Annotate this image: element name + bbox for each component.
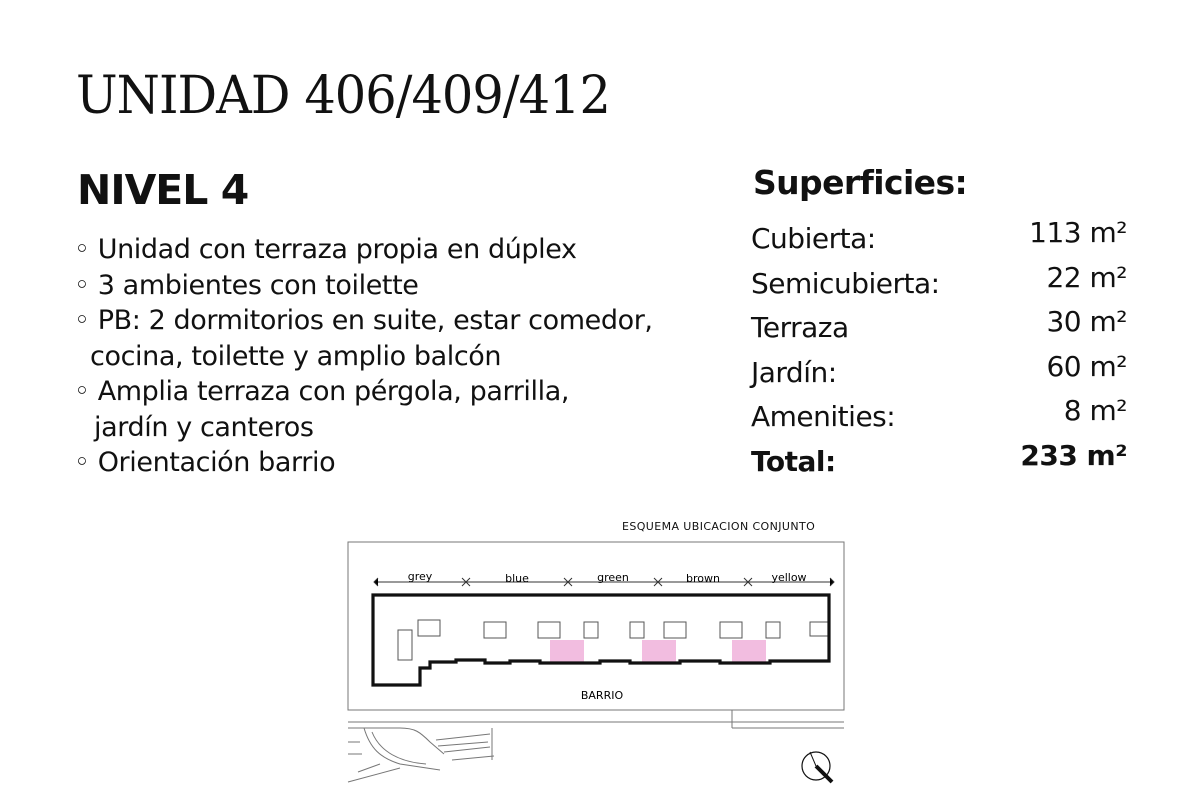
surface-value: 30 m² — [1046, 305, 1127, 338]
surface-label: Jardín: — [751, 355, 837, 389]
surface-value: 8 m² — [1063, 394, 1127, 427]
feature-item-continuation: cocina, toilette y amplio balcón — [90, 340, 502, 372]
feature-item-continuation: jardín y canteros — [94, 411, 314, 443]
surface-label: Semicubierta: — [751, 266, 940, 300]
site-boundary — [348, 542, 844, 710]
features-list — [74, 232, 714, 481]
page-title: UNIDAD 406/409/412 — [76, 66, 611, 126]
surfaces-heading: Superficies: — [753, 163, 968, 202]
section-label: yellow — [771, 571, 807, 584]
surface-row-total — [751, 439, 1127, 484]
feature-item: ◦ Unidad con terraza propia en dúplex — [74, 234, 577, 265]
site-plan — [340, 532, 860, 794]
street-label: BARRIO — [580, 689, 624, 702]
feature-item: ◦ 3 ambientes con toilette — [74, 269, 419, 301]
feature-item: ◦ Amplia terraza con pérgola, parrilla, — [74, 376, 570, 407]
surface-row-amenities — [751, 394, 1127, 439]
surface-row-terraza — [751, 305, 1127, 350]
level-heading: NIVEL 4 — [77, 166, 249, 214]
surface-row-semicubierta — [751, 261, 1127, 306]
section-label: grey — [407, 570, 433, 583]
section-label: blue — [505, 572, 529, 585]
surfaces-table — [751, 216, 1127, 483]
surface-total-value: 233 m² — [1020, 438, 1127, 472]
surface-value: 22 m² — [1046, 260, 1127, 294]
surface-label: Cubierta: — [751, 222, 876, 255]
unit-highlight — [550, 640, 584, 662]
north-arrow-icon — [802, 752, 832, 782]
surface-total-label: Total: — [751, 444, 836, 478]
site-plan-caption: ESQUEMA UBICACION CONJUNTO — [622, 520, 816, 533]
unit-highlight — [642, 640, 676, 662]
feature-item: ◦ PB: 2 dormitorios en suite, estar comedor, — [74, 305, 653, 336]
surface-label: Amenities: — [751, 400, 896, 433]
section-label: brown — [686, 572, 720, 585]
feature-item: ◦ Orientación barrio — [74, 447, 336, 478]
unit-highlight — [732, 640, 766, 662]
surface-value: 60 m² — [1046, 349, 1127, 383]
road-lines — [348, 710, 844, 782]
surface-label: Terraza — [751, 311, 849, 344]
surface-row-jardin — [751, 350, 1127, 395]
surface-row-cubierta — [751, 216, 1127, 261]
section-label: green — [597, 571, 629, 584]
surface-value: 113 m² — [1029, 216, 1127, 249]
